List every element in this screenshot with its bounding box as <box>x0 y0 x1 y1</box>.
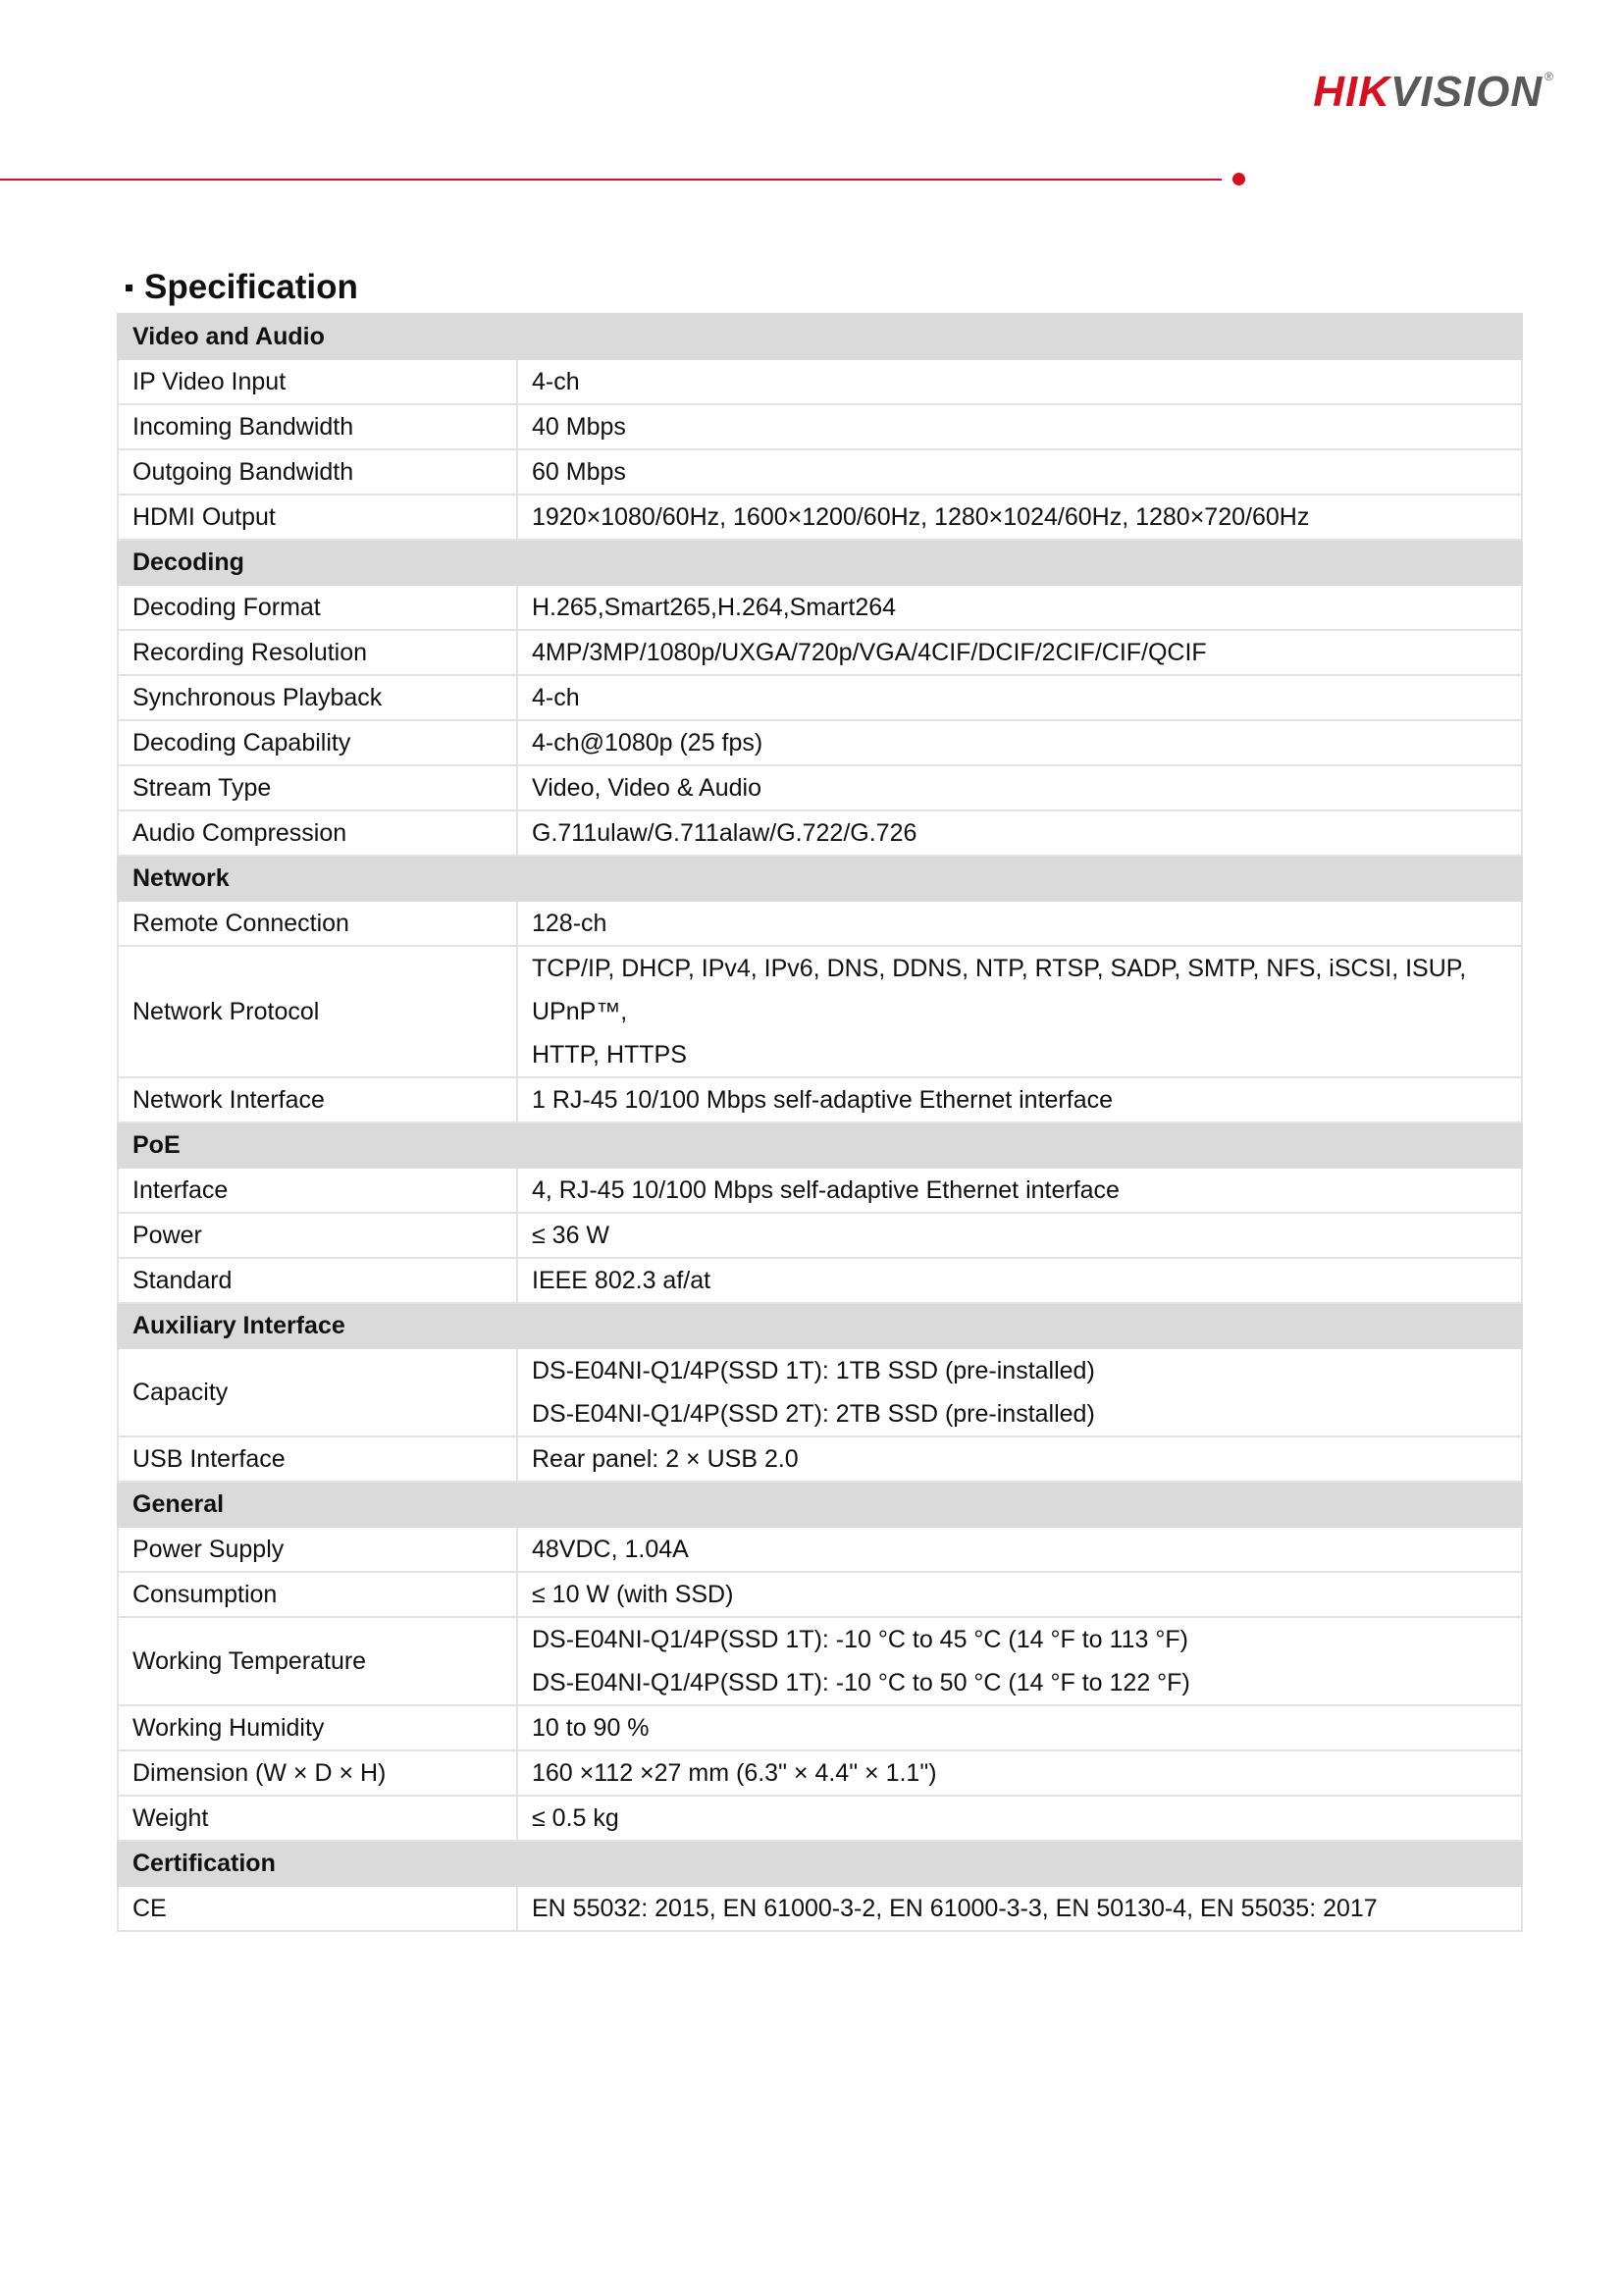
spec-value-line: DS-E04NI-Q1/4P(SSD 1T): 1TB SSD (pre-installed) <box>532 1357 1095 1384</box>
spec-label: Network Protocol <box>118 946 517 1077</box>
spec-row <box>118 720 1522 765</box>
spec-row <box>118 1617 1522 1705</box>
header-divider-line <box>0 179 1222 181</box>
spec-row <box>118 765 1522 810</box>
spec-row <box>118 1527 1522 1572</box>
group-title: Video and Audio <box>118 314 1522 359</box>
spec-value <box>517 1617 1522 1705</box>
spec-value-line: 4-ch <box>532 368 580 395</box>
spec-value-line: 128-ch <box>532 910 607 937</box>
spec-label: Remote Connection <box>118 901 517 946</box>
spec-row <box>118 404 1522 449</box>
spec-value <box>517 1572 1522 1617</box>
spec-value <box>517 404 1522 449</box>
spec-value-line: ≤ 10 W (with SSD) <box>532 1581 734 1608</box>
spec-value <box>517 359 1522 404</box>
spec-value-line: 1 RJ-45 10/100 Mbps self-adaptive Ethernet interface <box>532 1086 1114 1114</box>
spec-row <box>118 1168 1522 1213</box>
group-header-row <box>118 540 1522 585</box>
spec-row <box>118 495 1522 540</box>
group-title: PoE <box>118 1122 1522 1168</box>
spec-value-line: 1920×1080/60Hz, 1600×1200/60Hz, 1280×1024/60Hz, 1280×720/60Hz <box>532 503 1310 531</box>
spec-value <box>517 585 1522 630</box>
spec-row <box>118 675 1522 720</box>
spec-row <box>118 1796 1522 1841</box>
spec-label: HDMI Output <box>118 495 517 540</box>
group-title: Decoding <box>118 540 1522 585</box>
spec-row <box>118 1705 1522 1750</box>
group-header-row <box>118 314 1522 359</box>
spec-row <box>118 901 1522 946</box>
spec-label: Working Temperature <box>118 1617 517 1705</box>
spec-row <box>118 449 1522 495</box>
spec-label: Outgoing Bandwidth <box>118 449 517 495</box>
spec-label: Interface <box>118 1168 517 1213</box>
spec-label: Standard <box>118 1258 517 1303</box>
spec-label: IP Video Input <box>118 359 517 404</box>
spec-value <box>517 495 1522 540</box>
spec-value <box>517 810 1522 856</box>
header-divider-dot <box>1232 173 1245 185</box>
spec-value-line: 48VDC, 1.04A <box>532 1536 689 1563</box>
spec-value <box>517 1348 1522 1436</box>
spec-value-line: Rear panel: 2 × USB 2.0 <box>532 1445 799 1473</box>
group-title: Auxiliary Interface <box>118 1303 1522 1348</box>
square-bullet-icon <box>126 285 132 291</box>
specification-table-body <box>118 314 1522 1931</box>
spec-value-line: HTTP, HTTPS <box>532 1041 687 1069</box>
spec-value-line: IEEE 802.3 af/at <box>532 1267 711 1294</box>
spec-value <box>517 1258 1522 1303</box>
spec-label: Dimension (W × D × H) <box>118 1750 517 1796</box>
spec-label: Audio Compression <box>118 810 517 856</box>
spec-label: Synchronous Playback <box>118 675 517 720</box>
spec-value-line: 10 to 90 % <box>532 1714 650 1742</box>
group-header-row <box>118 1482 1522 1527</box>
logo-text-gray: VISION <box>1390 68 1544 116</box>
spec-value <box>517 901 1522 946</box>
spec-value-line: ≤ 36 W <box>532 1222 610 1249</box>
spec-value <box>517 1436 1522 1482</box>
spec-value <box>517 1527 1522 1572</box>
spec-value-line: 4MP/3MP/1080p/UXGA/720p/VGA/4CIF/DCIF/2CIF/CIF/QCIF <box>532 639 1207 666</box>
spec-label: Recording Resolution <box>118 630 517 675</box>
group-header-row <box>118 856 1522 901</box>
spec-value-line: DS-E04NI-Q1/4P(SSD 2T): 2TB SSD (pre-installed) <box>532 1400 1095 1428</box>
spec-label: Network Interface <box>118 1077 517 1122</box>
spec-label: Weight <box>118 1796 517 1841</box>
spec-value-line: DS-E04NI-Q1/4P(SSD 1T): -10 °C to 45 °C (14 °F to 113 °F) <box>532 1626 1188 1653</box>
group-title: Network <box>118 856 1522 901</box>
spec-value <box>517 1796 1522 1841</box>
spec-label: Consumption <box>118 1572 517 1617</box>
spec-row <box>118 1886 1522 1931</box>
spec-label: Decoding Capability <box>118 720 517 765</box>
group-header-row <box>118 1303 1522 1348</box>
section-title <box>126 267 358 308</box>
spec-label: Working Humidity <box>118 1705 517 1750</box>
spec-row <box>118 1348 1522 1436</box>
spec-label: CE <box>118 1886 517 1931</box>
spec-value-line: TCP/IP, DHCP, IPv4, IPv6, DNS, DDNS, NTP, RTSP, SADP, SMTP, NFS, iSCSI, ISUP, UPnP™, <box>532 955 1467 1025</box>
spec-value-line: 160 ×112 ×27 mm (6.3" × 4.4" × 1.1") <box>532 1759 937 1787</box>
section-title-text: Specification <box>144 268 358 306</box>
spec-value <box>517 1886 1522 1931</box>
spec-value-line: DS-E04NI-Q1/4P(SSD 1T): -10 °C to 50 °C (14 °F to 122 °F) <box>532 1669 1190 1696</box>
spec-value <box>517 720 1522 765</box>
spec-label: Power <box>118 1213 517 1258</box>
spec-value-line: 60 Mbps <box>532 458 626 486</box>
spec-value <box>517 1750 1522 1796</box>
spec-value-line: G.711ulaw/G.711alaw/G.722/G.726 <box>532 819 917 847</box>
spec-value-line: Video, Video & Audio <box>532 774 761 802</box>
spec-label: USB Interface <box>118 1436 517 1482</box>
spec-label: Stream Type <box>118 765 517 810</box>
logo-registered-mark: ® <box>1544 70 1554 83</box>
spec-row <box>118 1436 1522 1482</box>
hikvision-logo <box>1313 68 1554 116</box>
spec-row <box>118 1258 1522 1303</box>
spec-value <box>517 1213 1522 1258</box>
spec-value <box>517 675 1522 720</box>
group-header-row <box>118 1122 1522 1168</box>
spec-label: Capacity <box>118 1348 517 1436</box>
spec-value <box>517 946 1522 1077</box>
spec-value <box>517 1168 1522 1213</box>
spec-row <box>118 630 1522 675</box>
logo-text-red: HIK <box>1313 68 1390 116</box>
spec-row <box>118 946 1522 1077</box>
spec-label: Decoding Format <box>118 585 517 630</box>
specification-table <box>117 313 1523 1932</box>
spec-value-line: 4, RJ-45 10/100 Mbps self-adaptive Ethernet interface <box>532 1176 1120 1204</box>
spec-label: Incoming Bandwidth <box>118 404 517 449</box>
spec-row <box>118 1213 1522 1258</box>
spec-value-line: EN 55032: 2015, EN 61000-3-2, EN 61000-3-3, EN 50130-4, EN 55035: 2017 <box>532 1895 1378 1922</box>
spec-row <box>118 1572 1522 1617</box>
spec-value <box>517 765 1522 810</box>
group-header-row <box>118 1841 1522 1886</box>
spec-row <box>118 359 1522 404</box>
spec-value-line: H.265,Smart265,H.264,Smart264 <box>532 594 897 621</box>
spec-value-line: 4-ch@1080p (25 fps) <box>532 729 763 757</box>
group-title: Certification <box>118 1841 1522 1886</box>
group-title: General <box>118 1482 1522 1527</box>
spec-row <box>118 1077 1522 1122</box>
spec-value-line: 40 Mbps <box>532 413 626 441</box>
spec-value <box>517 1705 1522 1750</box>
spec-value <box>517 449 1522 495</box>
spec-value-line: ≤ 0.5 kg <box>532 1804 619 1832</box>
spec-row <box>118 810 1522 856</box>
spec-row <box>118 1750 1522 1796</box>
spec-value-line: 4-ch <box>532 684 580 711</box>
spec-value <box>517 630 1522 675</box>
spec-label: Power Supply <box>118 1527 517 1572</box>
spec-value <box>517 1077 1522 1122</box>
spec-row <box>118 585 1522 630</box>
